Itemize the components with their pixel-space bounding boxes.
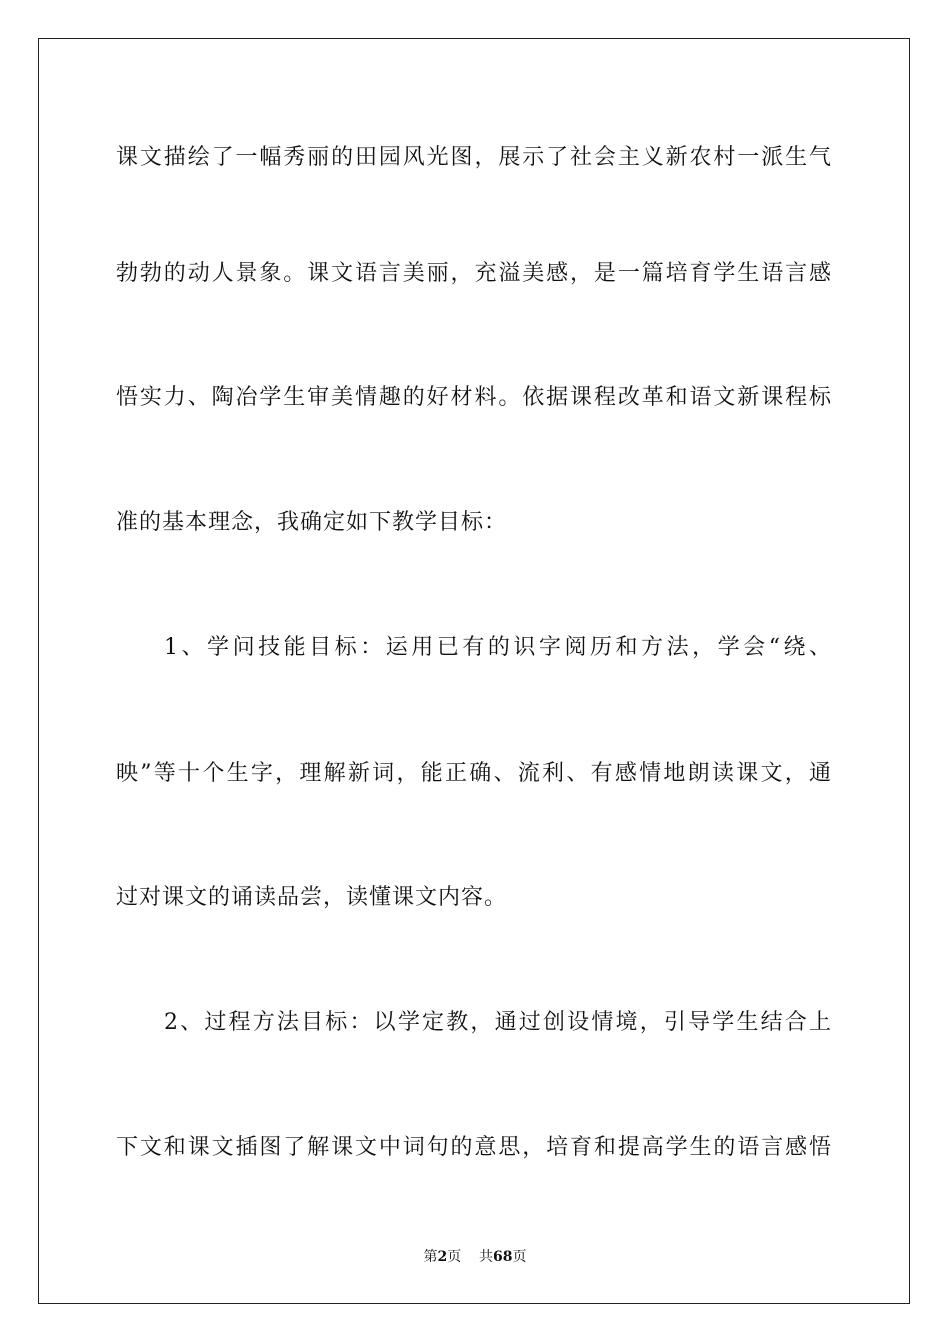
total-pages: 68 — [493, 1249, 513, 1265]
paragraph-line: 勃勃的动人景象。课文语言美丽，充溢美感，是一篇培育学生语言感 — [116, 261, 832, 286]
page-border — [38, 38, 910, 1304]
total-prefix: 共 — [479, 1249, 494, 1265]
page-prefix: 第 — [423, 1249, 438, 1265]
paragraph-line: 课文描绘了一幅秀丽的田园风光图，展示了社会主义新农村一派生气 — [116, 145, 832, 170]
paragraph-line: 悟实力、陶冶学生审美情趣的好材料。依据课程改革和语文新课程标 — [116, 385, 832, 410]
paragraph-line: 过对课文的诵读品尝，读懂课文内容。 — [116, 885, 508, 910]
total-suffix: 页 — [512, 1249, 527, 1265]
paragraph-line: 准的基本理念，我确定如下教学目标： — [116, 510, 508, 535]
paragraph-line: 下文和课文插图了解课文中词句的意思，培育和提高学生的语言感悟 — [116, 1135, 832, 1160]
paragraph-line: 1、学问技能目标：运用已有的识字阅历和方法，学会“绕、 — [164, 635, 832, 660]
paragraph-line: 2、过程方法目标：以学定教，通过创设情境，引导学生结合上 — [164, 1010, 832, 1035]
page-number: 2 — [437, 1249, 448, 1265]
page-suffix: 页 — [447, 1249, 462, 1265]
page-footer — [0, 1246, 950, 1266]
paragraph-line: 映”等十个生字，理解新词，能正确、流利、有感情地朗读课文，通 — [116, 761, 832, 786]
